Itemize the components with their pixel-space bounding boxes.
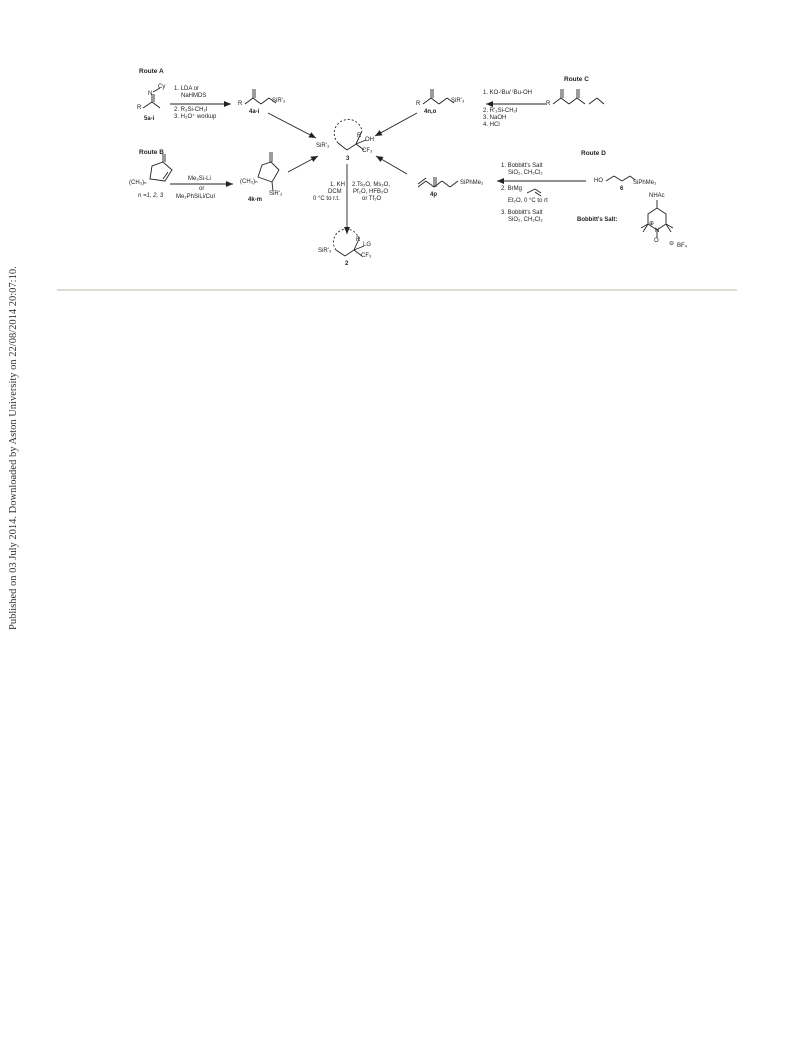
route-b-label: Route B xyxy=(139,149,164,156)
ketone-4k-ch3n-label: (CH₃)ₙ xyxy=(240,179,258,185)
imine-n-label: N xyxy=(148,91,153,97)
route-a-reagent-1: 1. LDA or xyxy=(174,86,200,92)
enone-4p-structure xyxy=(418,177,458,187)
route-d-reagent-3: 3. Bobbitt's Salt xyxy=(501,210,543,216)
ketone-4n-si-label: SiR'₃ xyxy=(451,98,465,104)
cond-left-1: 1. KH xyxy=(330,182,346,188)
compound-3-oh-label: OH xyxy=(365,137,374,143)
route-d-label: Route D xyxy=(581,150,606,157)
alcohol-6-structure xyxy=(606,176,635,181)
ketone-4a-r-label: R xyxy=(238,101,243,107)
scheme-structures xyxy=(0,0,793,300)
cond-right-3: or Tf₂O xyxy=(362,196,382,202)
route-d-reagent-2: 2. BrMg xyxy=(501,186,523,192)
route-b-reagent-1: Me₃Si-Li xyxy=(188,176,211,182)
compound-4n-o-label: 4n,o xyxy=(424,109,437,115)
arrow-4p-to-3 xyxy=(376,156,407,174)
ketone-4n-r-label: R xyxy=(416,101,421,107)
arrow-4n-to-3 xyxy=(375,113,417,136)
bobbitt-o-label: O xyxy=(654,238,659,244)
route-a-reagent-1b: NaHMDS xyxy=(181,93,207,99)
route-c-label: Route C xyxy=(564,76,589,83)
compound-3-label: 3 xyxy=(346,156,350,162)
bobbitt-salt-label: Bobbitt's Salt: xyxy=(577,217,618,223)
route-c-reagent-1: 1. KO-ᵗBu/ ᵗBu-OH xyxy=(483,90,532,96)
compound-3-si-label: SiR'₃ xyxy=(316,143,330,149)
ketone-4n-o-structure xyxy=(423,89,454,104)
bobbitt-plus-label: ⊕ xyxy=(649,221,655,227)
arrow-4k-to-3 xyxy=(288,156,318,172)
compound-2-cf3-label: CF₃ xyxy=(361,253,372,259)
compound-2-si-label: SiR'₃ xyxy=(318,248,332,254)
route-a-label: Route A xyxy=(139,68,164,75)
cond-right-1: 2.Ts₂O, Ms₂O, xyxy=(352,182,390,188)
ketone-4a-si-label: SiR'₃ xyxy=(272,98,286,104)
cyclopentenone-structure xyxy=(150,154,172,181)
arrow-4a-to-3 xyxy=(268,113,316,138)
bobbitt-bf4-label: BF₄ xyxy=(677,243,688,249)
section-divider xyxy=(57,289,737,291)
route-d-reagent-3b: SiO₂, CH₂Cl₂ xyxy=(508,217,543,223)
alcohol-6-ho-label: HO xyxy=(594,178,603,184)
imine-cy-label: Cy xyxy=(158,84,166,90)
compound-5a-i-label: 5a-i xyxy=(144,116,155,122)
route-c-reagent-4: 4. HCl xyxy=(483,122,500,128)
route-c-reagent-3: 3. NaOH xyxy=(483,115,507,121)
cond-left-3: 0 °C to r.t. xyxy=(313,196,340,202)
cond-left-2: DCM xyxy=(328,189,342,195)
publication-note-text: Published on 03 July 2014. Downloaded by Aston University on 22/08/2014 20:07:10. xyxy=(8,266,19,630)
ketone-4k-si-label: SiR'₃ xyxy=(269,191,283,197)
enone-ch3n-label: (CH₃)ₙ xyxy=(129,180,147,186)
route-a-reagent-2: 2. R₃Si-CH₂I xyxy=(174,107,208,113)
bobbitt-n-label: N xyxy=(655,228,660,234)
route-c-reagent-2: 2. R'₃Si-CH₂I xyxy=(483,108,518,114)
reaction-scheme xyxy=(0,0,793,300)
bobbitt-nhac-label: NHAc xyxy=(649,193,665,199)
compound-6-label: 6 xyxy=(620,186,624,192)
route-d-reagent-1b: SiO₂, CH₂Cl₂ xyxy=(508,170,543,176)
ketone-4k-m-structure xyxy=(258,152,279,191)
compound-4p-label: 4p xyxy=(430,192,438,198)
compound-4k-m-label: 4k-m xyxy=(248,197,263,203)
route-b-reagent-or: or xyxy=(199,186,205,192)
compound-4a-i-label: 4a-i xyxy=(249,109,260,115)
compound-2-r-label: R xyxy=(356,237,361,243)
enone-4p-si-label: SiPhMe₂ xyxy=(460,180,484,186)
compound-3-cf3-label: CF₃ xyxy=(362,148,373,154)
keto-ester-structure xyxy=(553,89,604,104)
cond-right-2: Pf₂O, HFB₂O xyxy=(353,189,388,195)
route-d-reagent-1: 1. Bobbitt's Salt xyxy=(501,163,543,169)
enone-n-note: n =1, 2, 3 xyxy=(138,193,164,199)
keto-ester-r-label: R xyxy=(546,101,551,107)
compound-3-r-label: R xyxy=(357,133,362,139)
alcohol-6-si-label: SiPhMe₂ xyxy=(633,180,657,186)
route-d-reagent-2b: Et₂O, 0 °C to rt xyxy=(508,198,548,204)
route-b-reagent-2: Me₂PhSiLi/CuI xyxy=(176,194,216,200)
route-a-reagent-3: 3. H₃O⁺ workup xyxy=(174,114,217,120)
imine-r-label: R xyxy=(137,105,142,111)
bobbitt-minus-label: ⊖ xyxy=(669,241,675,247)
compound-2-lg-label: LG xyxy=(363,242,372,248)
compound-2-label: 2 xyxy=(345,261,349,267)
